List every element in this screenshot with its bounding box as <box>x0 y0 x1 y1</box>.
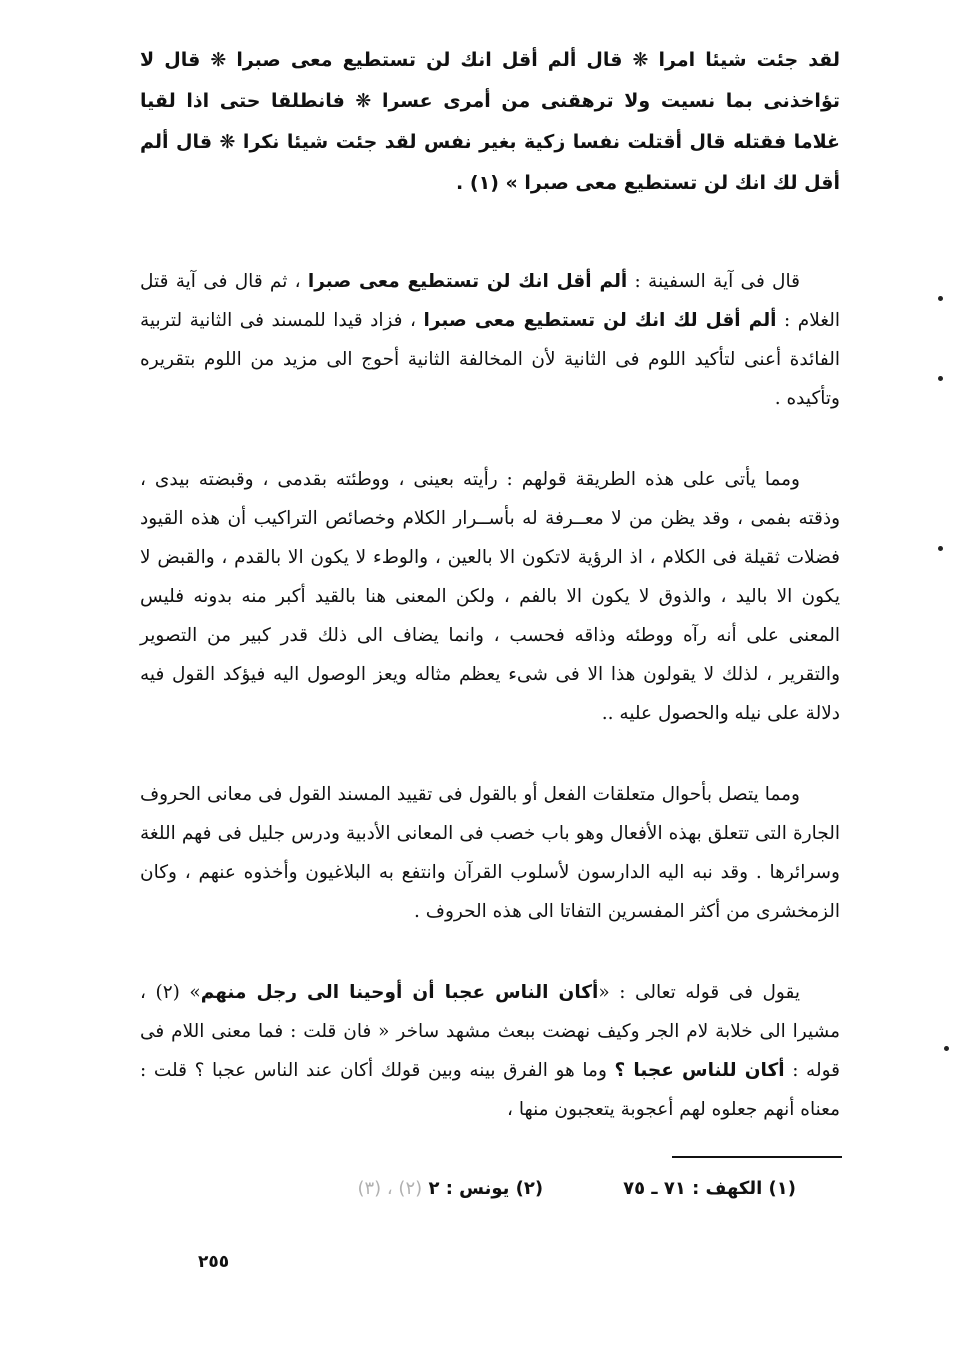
footnote-2-faint: (٢) ، (٣) <box>357 1178 423 1199</box>
margin-dot <box>938 376 943 381</box>
margin-dot <box>938 296 943 301</box>
para1-text-2: ، ثم قال فى آية قتل الغلام : <box>140 271 840 331</box>
paragraph-prepositions <box>140 775 840 931</box>
footnote-2 <box>357 1178 543 1199</box>
para4-text-2: » (٢) ، مشيرا الى خلابة لام الجر وكيف نهضت ببعث مشهد ساخر « فان قلت : فما معنى اللام فى قوله : <box>140 982 841 1081</box>
footnote-2-text: (٢) يونس : ٢ <box>428 1178 544 1199</box>
quran-quote <box>140 40 840 204</box>
footnotes <box>136 1178 796 1199</box>
para1-bold-1: ألم أقل انك لن تستطيع معى صبرا <box>307 271 628 292</box>
para4-text-1: يقول فى قوله تعالى : « <box>598 982 800 1003</box>
margin-dot <box>938 546 943 551</box>
margin-dot <box>944 1046 949 1051</box>
paragraph-restrictions <box>140 460 840 733</box>
para2-text: ومما يأتى على هذه الطريقة قولهم : رأيته بعينى ، ووطئته بقدمى ، وقبضته بيدى ، وذقته بفمى ، وقد يظن من لا معــرفة له بأســرار الكلام وخصائص التراكيب أن هذه القيود فضلات ثقيلة فى الكلام ، اذ الرؤية لاتكون الا بالعين ، والوطء لا يكون الا بالقدم ، والقبض لا يكون الا باليد ، والذوق لا يكون الا بالفم ، ولكن المعنى هنا بالقيد أكبر منه بدونه فليس المعنى على أنه رآه ووطئه وذاقه فحسب ، وانما يضاف الى ذلك قدر كبير من التصوير والتقرير ، لذلك لا يقولون هذا الا فى شىء يعظم مثاله ويعز الوصول اليه فيؤكد القول فيه دلالة على نيله والحصول عليه .. <box>140 469 840 724</box>
paragraph-zamakhshari <box>140 973 840 1129</box>
para1-bold-2: ألم أقل لك انك لن تستطيع معى صبرا <box>423 310 777 331</box>
page-body <box>140 40 840 1171</box>
para1-text-3: ، فزاد قيدا للمسند فى الثانية لتربية الفائدة أعنى لتأكيد اللوم فى الثانية لأن المخالفة الثانية أحوج الى مزيد من اللوم بتقريره وتأكيده . <box>140 310 840 409</box>
para4-bold-2: أكان للناس عجبا ؟ <box>614 1060 785 1081</box>
para3-text: ومما يتصل بأحوال متعلقات الفعل أو بالقول فى تقييد المسند القول فى معانى الحروف الجارة التى تتعلق بهذه الأفعال وهو باب خصب فى المعانى الأدبية ودرس جليل فى فهم اللغة وسرائرها . وقد نبه اليه الدارسون لأسلوب القرآن وانتفع به البلاغيون وأخذوه عنهم ، وكان الزمخشرى من أكثر المفسرين التفاتا الى هذه الحروف . <box>140 784 840 922</box>
para4-text-3: وما هو الفرق بينه وبين قولك أكان عند الناس عجبا ؟ قلت : معناه أنهم جعلوه لهم أعجوبة يتعجبون منها ، <box>140 1060 840 1120</box>
paragraph-ship-verse <box>140 262 840 418</box>
footnote-1: (١) الكهف : ٧١ ـ ٧٥ <box>623 1178 796 1199</box>
footnote-divider <box>672 1156 842 1158</box>
para4-bold-1: أكان الناس عجبا أن أوحينا الى رجل منهم <box>200 982 599 1003</box>
quote-text: لقد جئت شيئا امرا ❋ قال ألم أقل انك لن تستطيع معى صبرا ❋ قال لا تؤاخذنى بما نسيت ولا ترهقنى من أمرى عسرا ❋ فانطلقا حتى اذا لقيا غلاما فقتله قال أقتلت نفسا زكية بغير نفس لقد جئت شيئا نكرا ❋ قال ألم أقل لك انك لن تستطيع معى صبرا » (١) . <box>140 49 840 194</box>
page-number: ٢٥٥ <box>198 1252 230 1272</box>
para1-text-1: قال فى آية السفينة : <box>627 271 800 292</box>
